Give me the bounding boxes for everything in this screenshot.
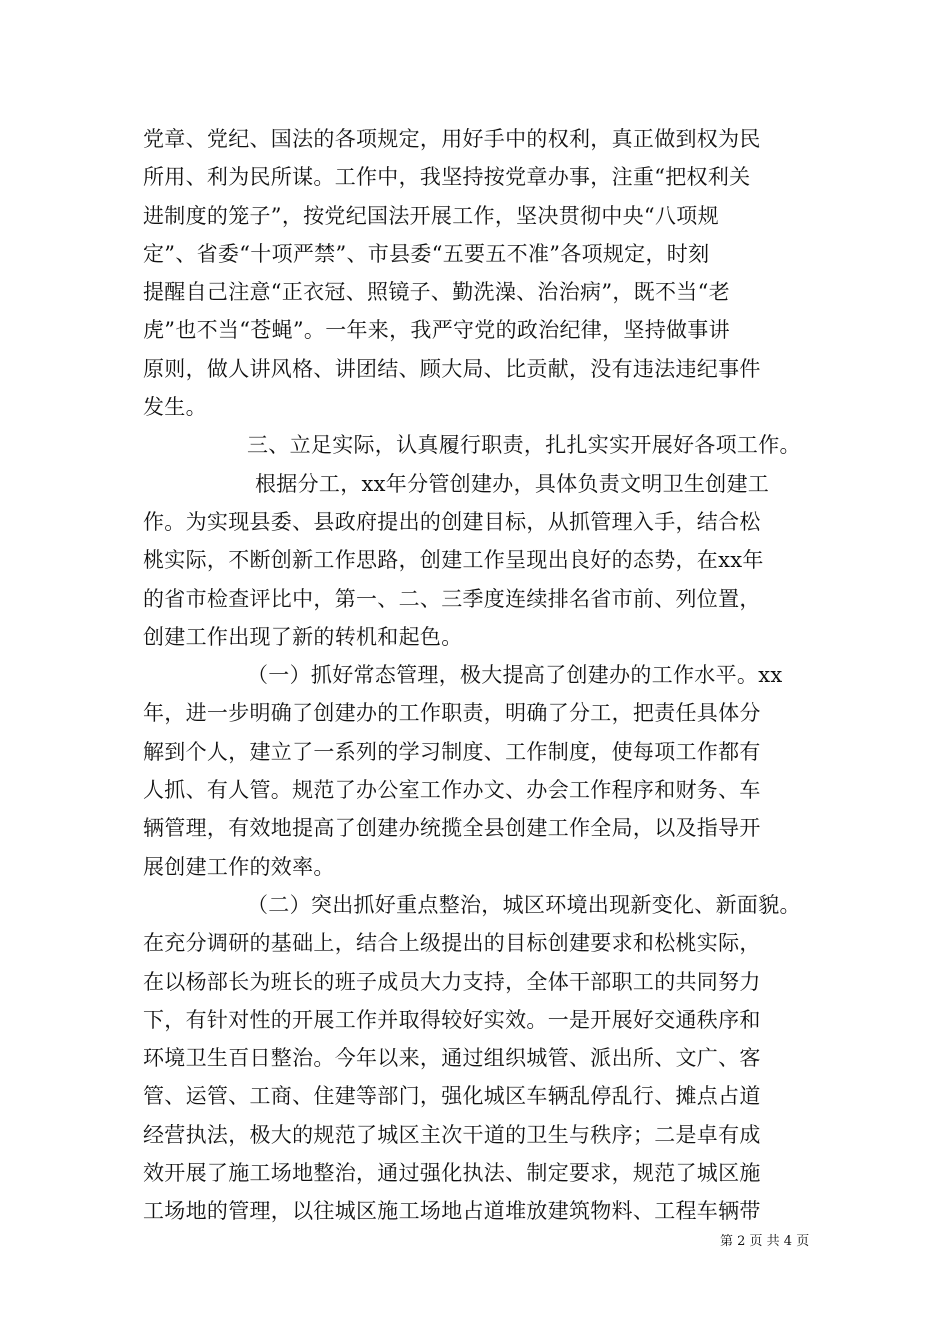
body-text (143, 120, 823, 1231)
page-number: 第 2 页 共 4 页 (720, 1234, 810, 1249)
text-line: 提醒自己注意“正衣冠、照镜子、勤洗澡、治治病”，既不当“老 (143, 280, 730, 305)
text-line: 展创建工作的效率。 (143, 854, 335, 879)
text-line: 效开展了施工场地整治，通过强化执法、制定要求，规范了城区施 (143, 1161, 761, 1186)
text-line: 发生。 (143, 395, 207, 420)
text-line: 创建工作出现了新的转机和起色。 (143, 624, 463, 649)
text-line: 作。为实现县委、县政府提出的创建目标，从抓管理入手，结合松 (143, 509, 761, 534)
text-line: 在以杨部长为班长的班子成员大力支持，全体干部职工的共同努力 (143, 969, 761, 994)
text-line: 下，有针对性的开展工作并取得较好实效。一是开展好交通秩序和 (143, 1007, 761, 1032)
text-line: 所用、利为民所谋。工作中，我坚持按党章办事，注重“把权利关 (143, 165, 751, 190)
text-line: 的省市检查评比中，第一、二、三季度连续排名省市前、列位置， (143, 586, 761, 611)
subsection-heading: （二）突出抓好重点整治，城区环境出现新变化、新面貌。 (247, 892, 801, 917)
text-line: 人抓、有人管。规范了办公室工作办文、办会工作程序和财务、车 (143, 778, 761, 803)
text-line: 虎”也不当“苍蝇”。一年来，我严守党的政治纪律，坚持做事讲 (143, 318, 730, 343)
text-line: 进制度的笼子”，按党纪国法开展工作，坚决贯彻中央“八项规 (143, 203, 719, 228)
text-line: 辆管理，有效地提高了创建办统揽全县创建工作全局，以及指导开 (143, 816, 761, 841)
text-line: 桃实际，不断创新工作思路，创建工作呈现出良好的态势，在xx年 (143, 548, 764, 573)
text-line: 年，进一步明确了创建办的工作职责，明确了分工，把责任具体分 (143, 701, 761, 726)
text-line: 环境卫生百日整治。今年以来，通过组织城管、派出所、文广、客 (143, 1046, 761, 1071)
text-line: 工场地的管理，以往城区施工场地占道堆放建筑物料、工程车辆带 (143, 1199, 761, 1224)
subsection-heading: （一）抓好常态管理，极大提高了创建办的工作水平。xx (247, 663, 783, 688)
text-line: 经营执法，极大的规范了城区主次干道的卫生与秩序；二是卓有成 (143, 1122, 761, 1147)
text-line: 党章、党纪、国法的各项规定，用好手中的权利，真正做到权为民 (143, 127, 761, 151)
text-line: 管、运管、工商、住建等部门，强化城区车辆乱停乱行、摊点占道 (143, 1084, 761, 1109)
section-heading: 三、立足实际，认真履行职责，扎扎实实开展好各项工作。 (247, 433, 801, 458)
text-line: 解到个人，建立了一系列的学习制度、工作制度，使每项工作都有 (143, 739, 761, 764)
text-line: 在充分调研的基础上，结合上级提出的目标创建要求和松桃实际， (143, 931, 761, 956)
text-line: 原则，做人讲风格、讲团结、顾大局、比贡献，没有违法违纪事件 (143, 356, 761, 381)
paragraph-start-line: 根据分工，xx年分管创建办，具体负责文明卫生创建工 (255, 471, 770, 496)
text-line: 定”、省委“十项严禁”、市县委“五要五不准”各项规定，时刻 (143, 241, 710, 266)
